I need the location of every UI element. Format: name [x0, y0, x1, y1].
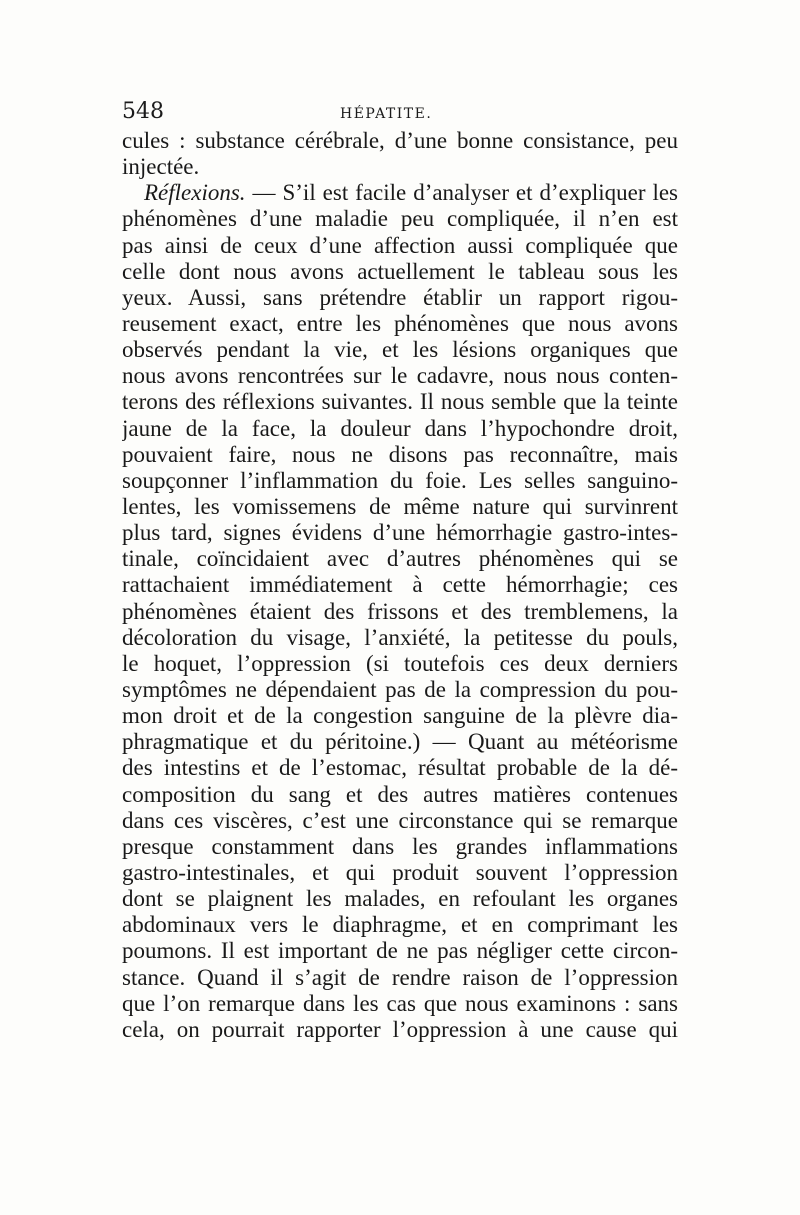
text-line: phénomènes d’une maladie peu compliquée, il n’en est — [122, 206, 678, 232]
text-line: nous avons rencontrées sur le cadavre, nous nous conten- — [122, 363, 678, 389]
text-line: cules : substance cérébrale, d’une bonne consistance, peu — [122, 128, 678, 153]
text-line: terons des réflexions suivantes. Il nous semble que la teinte — [122, 389, 678, 415]
text-line: tinale, coïncidaient avec d’autres phénomènes qui se — [122, 546, 678, 572]
text-line: cela, on pourrait rapporter l’oppression à une cause qui — [122, 1016, 678, 1042]
text-line: celle dont nous avons actuellement le tableau sous les — [122, 258, 678, 284]
text-line: rattachaient immédiatement à cette hémorrhagie; ces — [122, 572, 678, 598]
text-line: symptômes ne dépendaient pas de la compression du pou- — [122, 676, 678, 702]
text-line: jaune de la face, la douleur dans l’hypochondre droit, — [122, 415, 678, 441]
text-line: phragmatique et du péritoine.) — Quant au météorisme — [122, 729, 678, 755]
text-line: mon droit et de la congestion sanguine de la plèvre dia- — [122, 703, 678, 729]
text-line: que l’on remarque dans les cas que nous examinons : sans — [122, 990, 678, 1016]
text-line: observés pendant la vie, et les lésions organiques que — [122, 337, 678, 363]
text-line: poumons. Il est important de ne pas négliger cette circon- — [122, 938, 678, 964]
running-head: HÉPATITE. — [340, 106, 433, 122]
text-line: injectée. — [122, 154, 200, 180]
body-text — [122, 128, 678, 1043]
text-line: plus tard, signes évidens d’une hémorrhagie gastro-intes- — [122, 520, 678, 546]
text-line: lentes, les vomissemens de même nature qui survinrent — [122, 493, 678, 519]
text-line: gastro-intestinales, et qui produit souvent l’oppression — [122, 859, 678, 885]
text-line: stance. Quand il s’agit de rendre raison de l’oppression — [122, 964, 678, 990]
text-line: abdominaux vers le diaphragme, et en comprimant les — [122, 912, 678, 938]
text-line-rest: — S’il est facile d’analyser et d’expliquer les — [252, 180, 678, 206]
page-header — [122, 98, 682, 126]
text-line: le hoquet, l’oppression (si toutefois ces deux derniers — [122, 650, 678, 676]
section-heading: Réflexions. — [144, 180, 246, 206]
page-number: 548 — [122, 99, 164, 124]
text-line: soupçonner l’inflammation du foie. Les selles sanguino- — [122, 467, 678, 493]
text-line: pas ainsi de ceux d’une affection aussi compliquée que — [122, 232, 678, 258]
text-line: phénomènes étaient des frissons et des tremblemens, la — [122, 598, 678, 624]
text-line: reusement exact, entre les phénomènes que nous avons — [122, 310, 678, 336]
text-line — [122, 180, 678, 206]
text-line: pouvaient faire, nous ne disons pas reconnaître, mais — [122, 441, 678, 467]
text-line: décoloration du visage, l’anxiété, la petitesse du pouls, — [122, 624, 678, 650]
text-line: dans ces viscères, c’est une circonstance qui se remarque — [122, 807, 678, 833]
text-line: presque constamment dans les grandes inflammations — [122, 833, 678, 859]
text-line: des intestins et de l’estomac, résultat probable de la dé- — [122, 755, 678, 781]
text-line: dont se plaignent les malades, en refoulant les organes — [122, 886, 678, 912]
text-line: composition du sang et des autres matières contenues — [122, 781, 678, 807]
text-line: yeux. Aussi, sans prétendre établir un rapport rigou- — [122, 284, 678, 310]
